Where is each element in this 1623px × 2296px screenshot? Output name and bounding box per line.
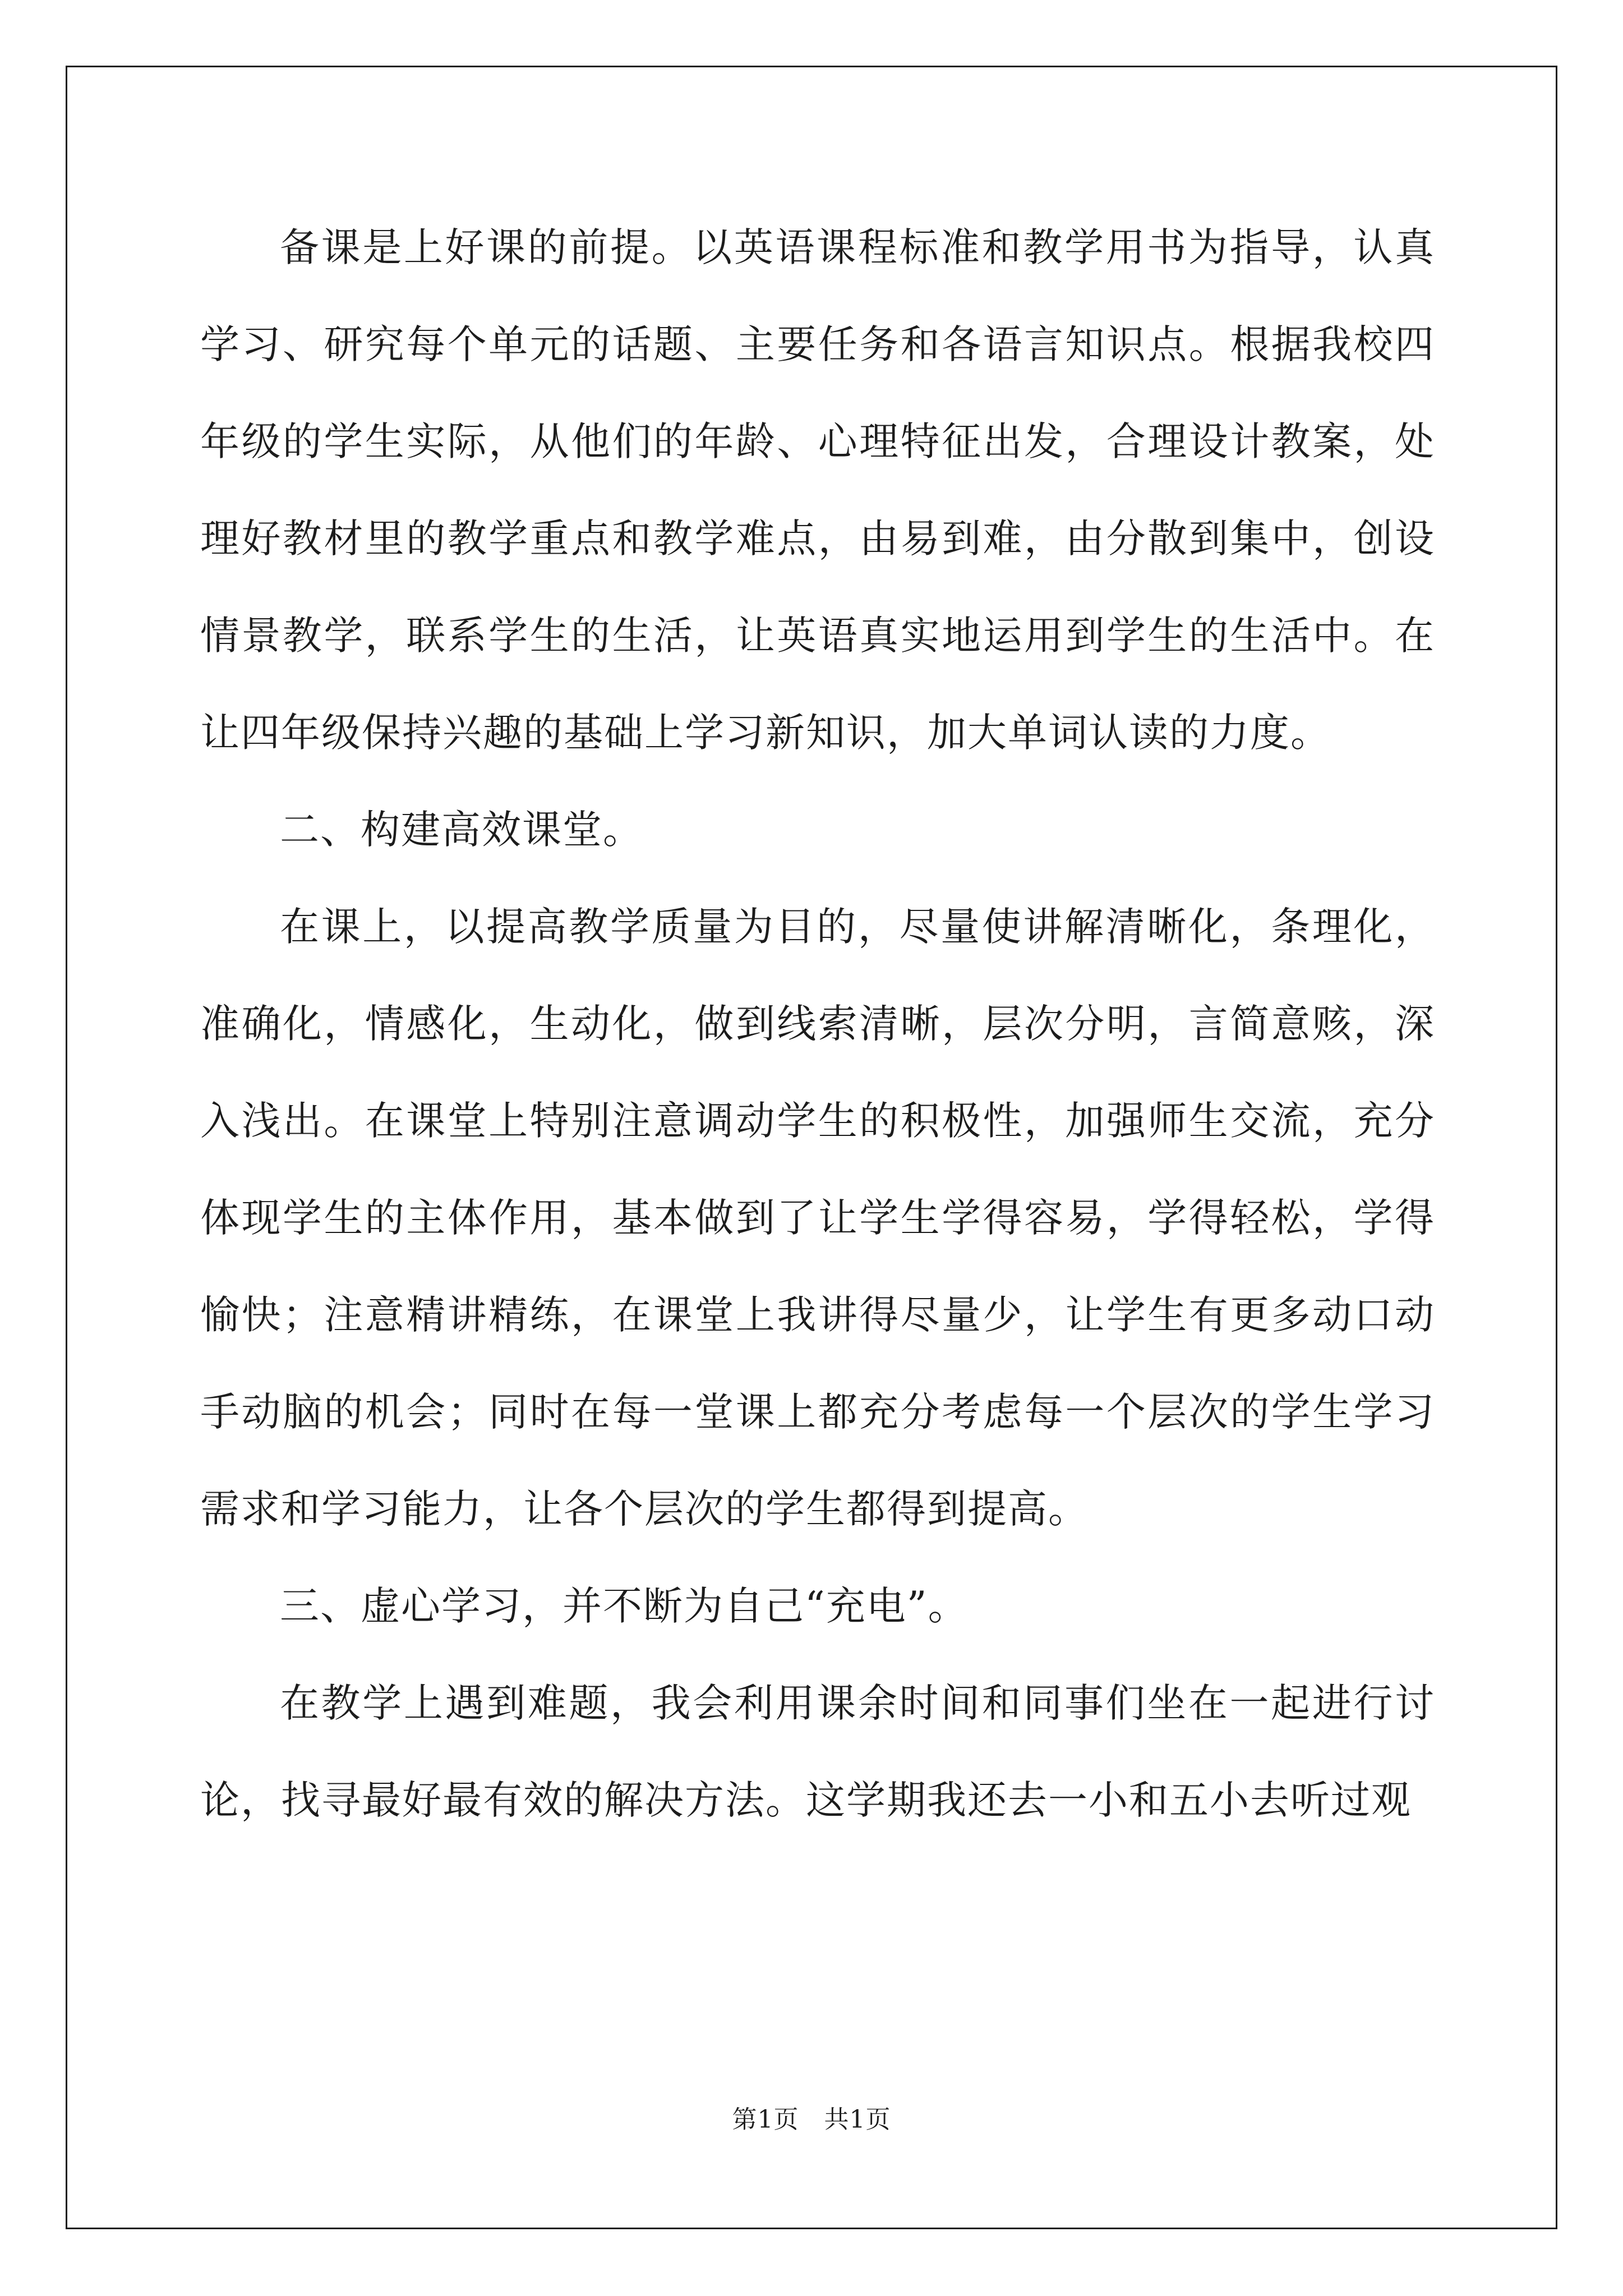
page-number-footer: 第1页 共1页 — [732, 2105, 891, 2134]
document-body — [200, 199, 1435, 1849]
paragraph-lesson-preparation: 备课是上好课的前提。以英语课程标准和教学用书为指导，认真学习、研究每个单元的话题、主要任务和各语言知识点。根据我校四年级的学生实际，从他们的年龄、心理特征出发，合理设计教案，处理好教材里的教学重点和教学难点，由易到难，由分散到集中，创设情景教学，联系学生的生活，让英语真实地运用到学生的生活中。在让四年级保持兴趣的基础上学习新知识，加大单词认读的力度。 — [200, 224, 1435, 756]
paragraph-classroom-teaching: 在课上，以提高教学质量为目的，尽量使讲解清晰化，条理化，准确化，情感化，生动化，做到线索清晰，层次分明，言简意赅，深入浅出。在课堂上特别注意调动学生的积极性，加强师生交流，充分体现学生的主体作用，基本做到了让学生学得容易，学得轻松，学得愉快；注意精讲精练，在课堂上我讲得尽量少，让学生有更多动口动手动脑的机会；同时在每一堂课上都充分考虑每一个层次的学生学习需求和学习能力，让各个层次的学生都得到提高。 — [200, 904, 1435, 1532]
paragraph-learning: 在教学上遇到难题，我会利用课余时间和同事们坐在一起进行讨论，找寻最好最有效的解决方法。这学期我还去一小和五小去听过观 — [200, 1680, 1435, 1823]
section-heading-efficient-classroom: 二、构建高效课堂。 — [280, 807, 643, 853]
section-heading-learning: 三、虚心学习，并不断为自己“充电”。 — [280, 1583, 969, 1629]
